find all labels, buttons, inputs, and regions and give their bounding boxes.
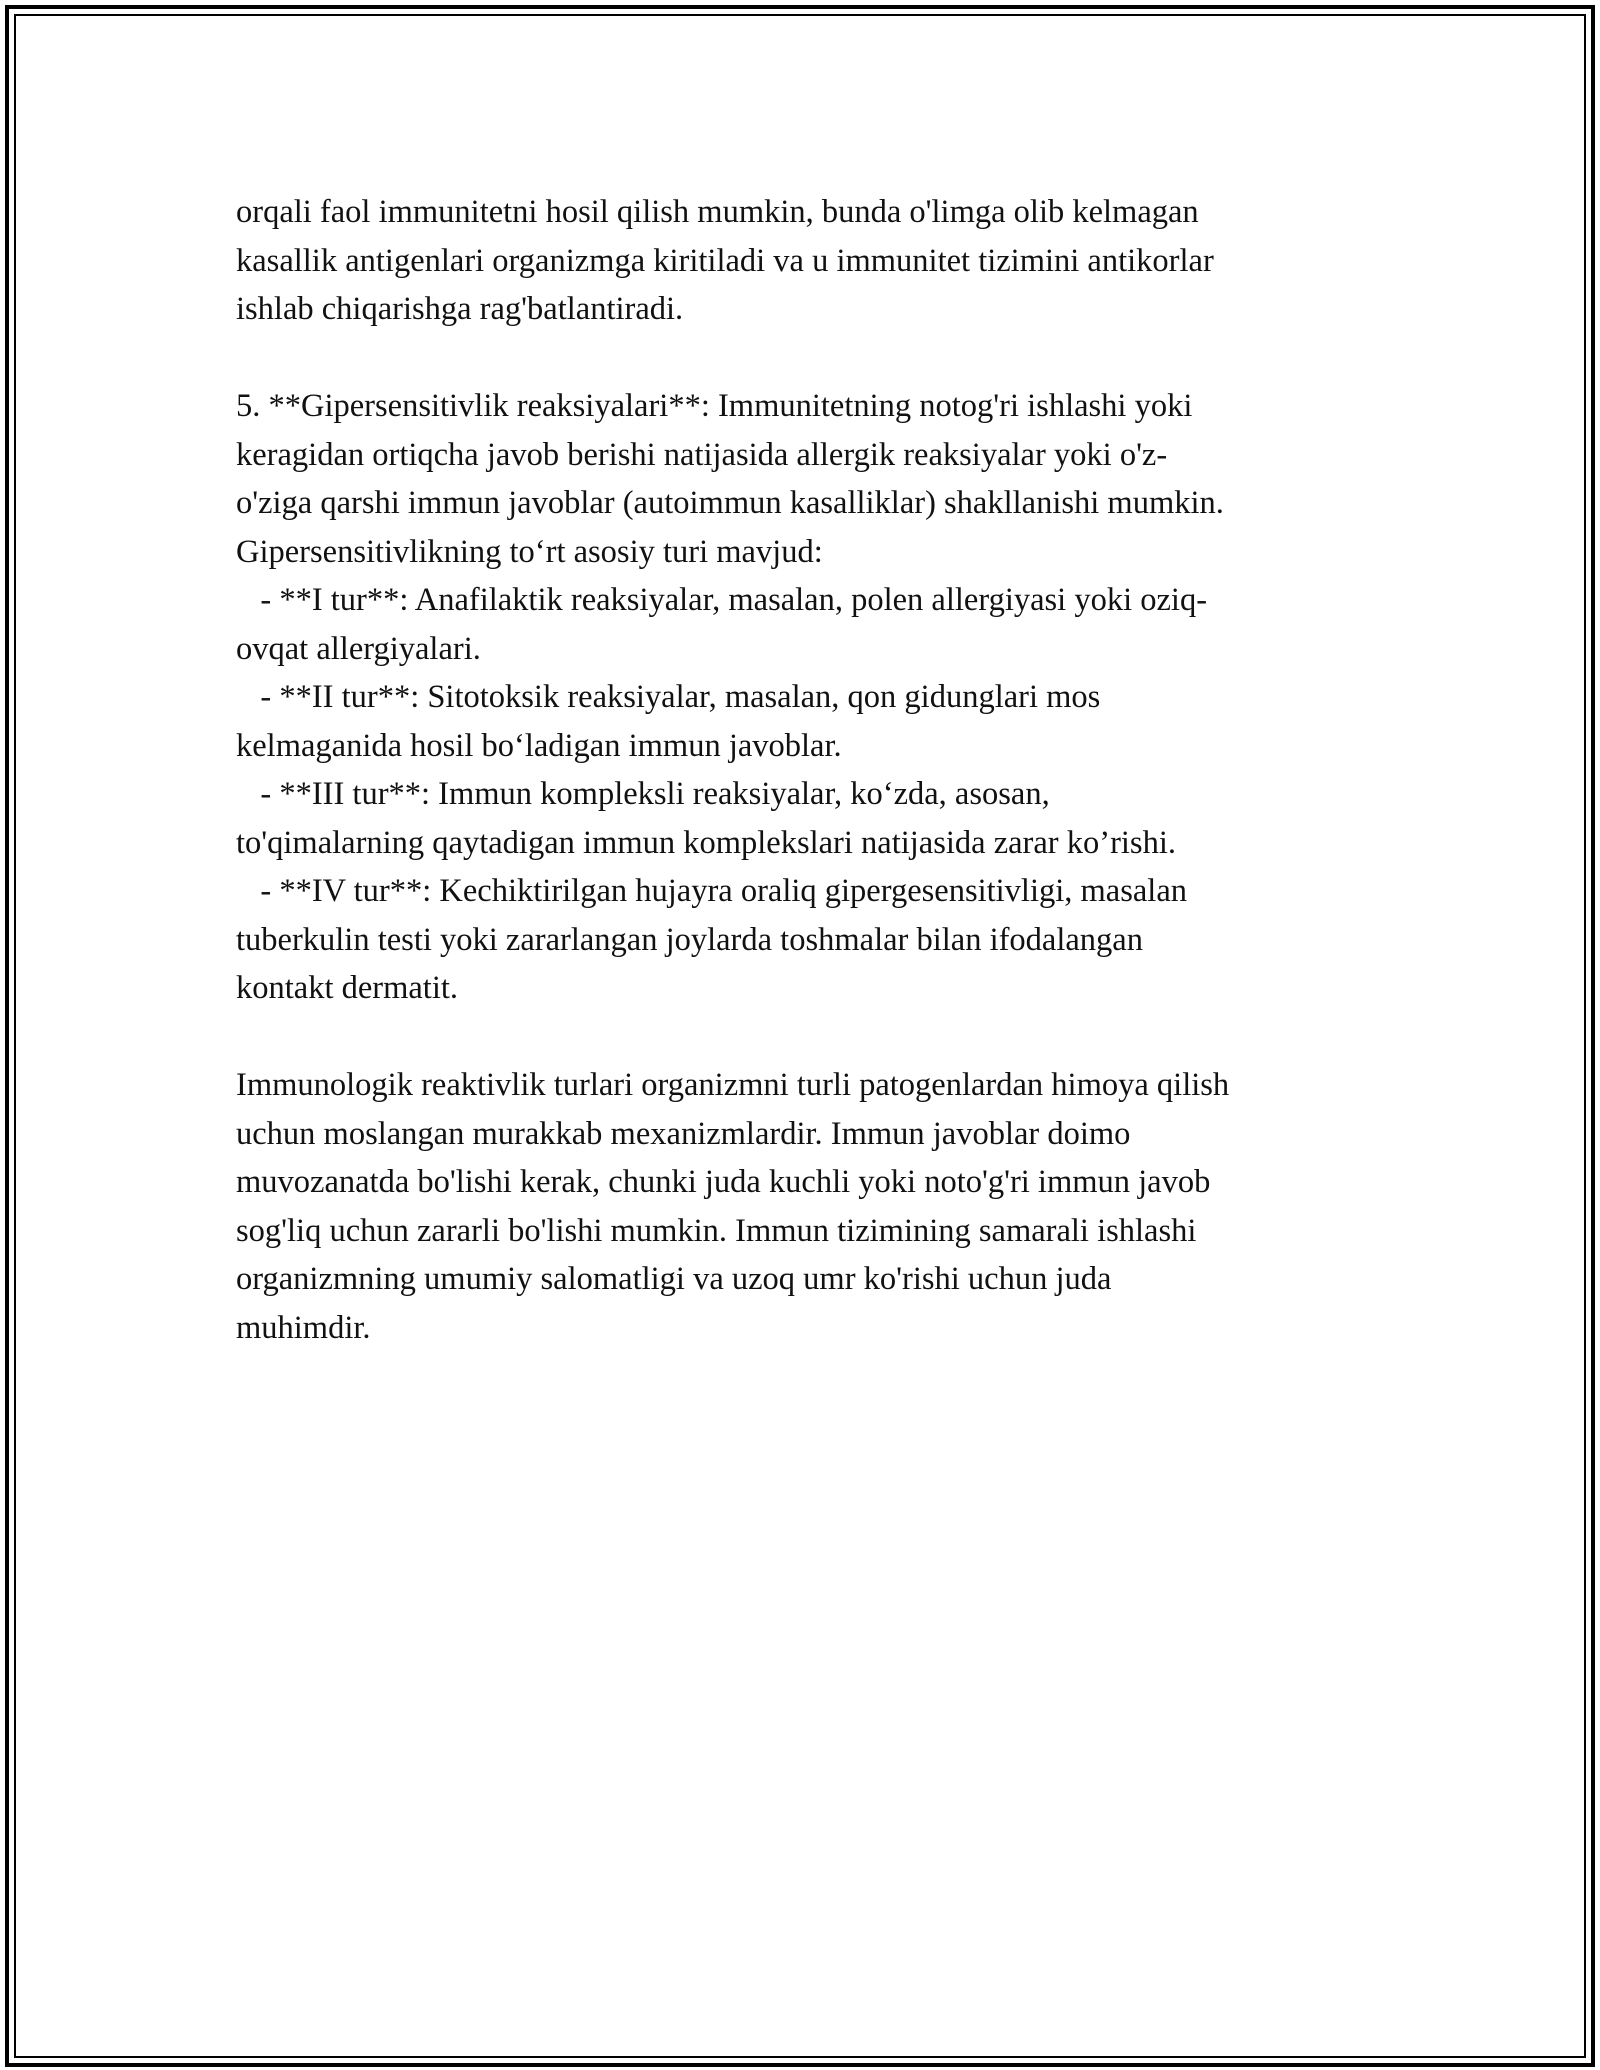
- text-line: Gipersensitivlikning to‘rt asosiy turi mavjud:: [236, 533, 823, 570]
- text-line: uchun moslangan murakkab mexanizmlardir. Immun javoblar doimo: [236, 1115, 1131, 1152]
- text-line: sog'liq uchun zararli bo'lishi mumkin. Immun tizimining samarali ishlashi: [236, 1212, 1197, 1249]
- text-line: ishlab chiqarishga rag'batlantiradi.: [236, 291, 684, 327]
- text-line: kelmaganida hosil bo‘ladigan immun javoblar.: [236, 727, 842, 764]
- text-line: ovqat allergiyalari.: [236, 630, 481, 667]
- text-line: keragidan ortiqcha javob berishi natijasida allergik reaksiyalar yoki o'z-: [236, 436, 1168, 473]
- list-item-type-4: - **IV tur**: Kechiktirilgan hujayra oraliq gipergesensitivligi, masalan: [236, 873, 1188, 909]
- document-body: [236, 188, 1436, 1352]
- text-line: muhimdir.: [236, 1309, 371, 1346]
- paragraph-hypersensitivity: [236, 382, 1436, 1013]
- text-line: to'qimalarning qaytadigan immun komplekslari natijasida zarar ko’rishi.: [236, 824, 1176, 861]
- list-item-type-3: - **III tur**: Immun kompleksli reaksiyalar, ko‘zda, asosan,: [236, 776, 1050, 812]
- list-item-type-1: - **I tur**: Anafilaktik reaksiyalar, masalan, polen allergiyasi yoki oziq-: [236, 582, 1208, 618]
- text-line: tuberkulin testi yoki zararlangan joylarda toshmalar bilan ifodalangan: [236, 921, 1143, 958]
- text-line: orqali faol immunitetni hosil qilish mumkin, bunda o'limga olib kelmagan: [236, 194, 1199, 230]
- paragraph-conclusion: [236, 1061, 1436, 1352]
- text-line: organizmning umumiy salomatligi va uzoq umr ko'rishi uchun juda: [236, 1261, 1112, 1297]
- text-line: muvozanatda bo'lishi kerak, chunki juda kuchli yoki noto'g'ri immun javob: [236, 1164, 1211, 1200]
- paragraph-gap: [236, 334, 1436, 383]
- text-line: o'ziga qarshi immun javoblar (autoimmun kasalliklar) shakllanishi mumkin.: [236, 485, 1224, 521]
- text-line: kontakt dermatit.: [236, 970, 459, 1006]
- text-line: Immunologik reaktivlik turlari organizmni turli patogenlardan himoya qilish: [236, 1067, 1230, 1103]
- list-item-type-2: - **II tur**: Sitotoksik reaksiyalar, masalan, qon gidunglari mos: [236, 679, 1101, 715]
- paragraph-gap: [236, 1013, 1436, 1062]
- text-line: 5. **Gipersensitivlik reaksiyalari**: Immunitetning notog'ri ishlashi yoki: [236, 388, 1193, 424]
- text-line: kasallik antigenlari organizmga kiritiladi va u immunitet tizimini antikorlar: [236, 242, 1214, 279]
- paragraph-immunization-continuation: [236, 188, 1436, 334]
